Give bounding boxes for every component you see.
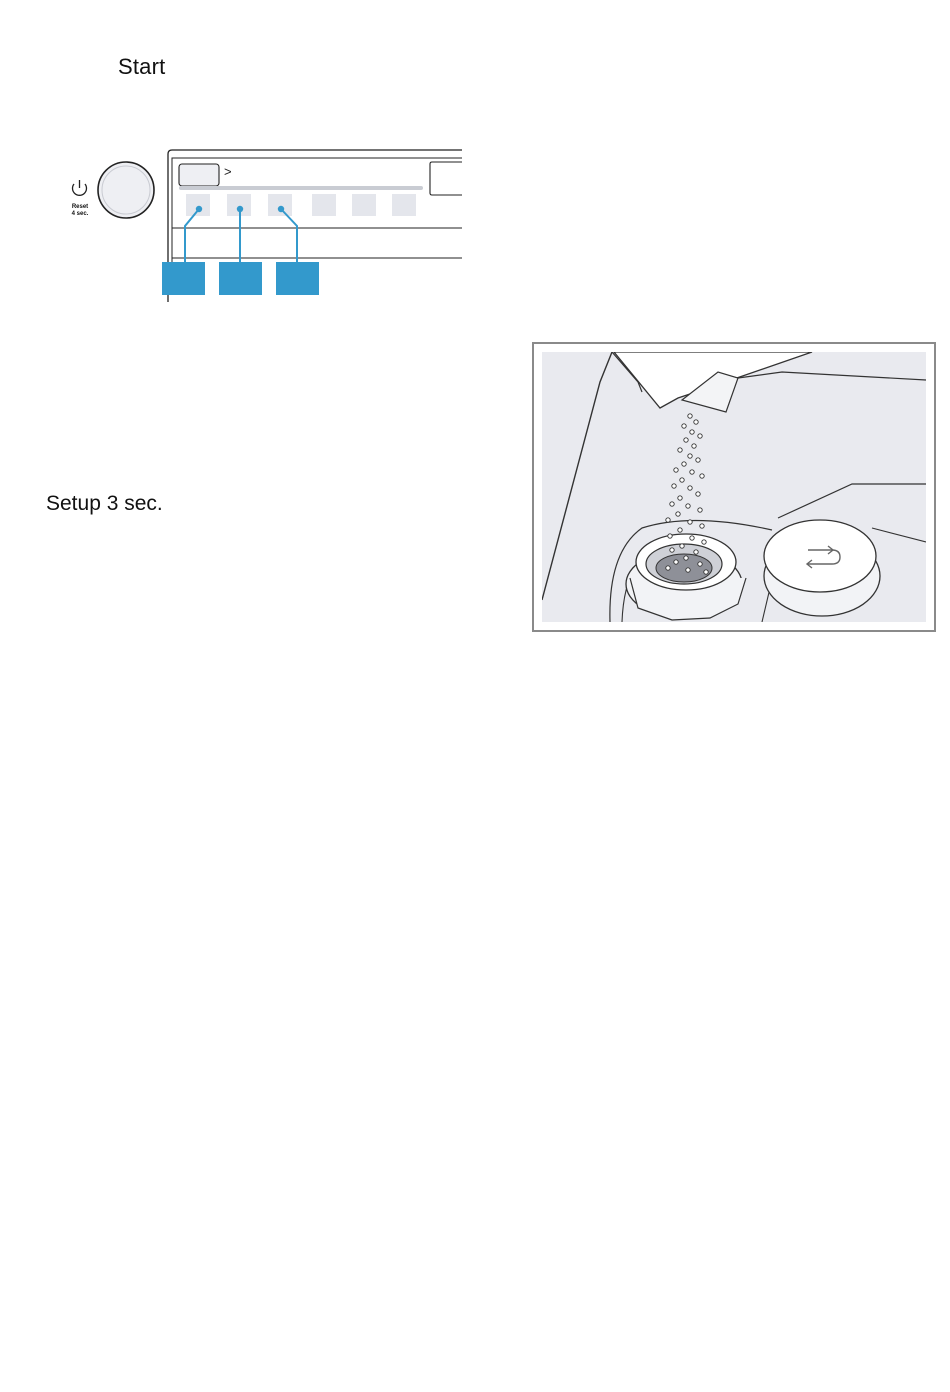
function-button-4 bbox=[312, 194, 336, 216]
function-button-3 bbox=[268, 194, 292, 216]
program-knob bbox=[98, 162, 154, 218]
function-button-5 bbox=[352, 194, 376, 216]
salt-reservoir bbox=[626, 534, 746, 620]
function-buttons bbox=[186, 194, 416, 216]
reset-label-line1: Reset bbox=[71, 204, 89, 210]
progress-bar bbox=[179, 186, 423, 190]
power-icon bbox=[73, 180, 87, 195]
control-panel-drawing bbox=[52, 146, 462, 302]
arrow-glyph: > bbox=[224, 164, 232, 179]
callout-box-1 bbox=[162, 262, 205, 295]
display-box bbox=[179, 164, 219, 186]
reset-label-line2: 4 sec. bbox=[71, 211, 89, 217]
setup-label: Setup 3 sec. bbox=[46, 492, 163, 515]
start-label: Start bbox=[118, 54, 166, 79]
callout-leaders bbox=[185, 209, 297, 262]
callout-box-2 bbox=[219, 262, 262, 295]
right-display-edge bbox=[430, 162, 462, 195]
callout-box-3 bbox=[276, 262, 319, 295]
salt-refill-illustration bbox=[532, 342, 936, 632]
reset-label bbox=[66, 204, 94, 218]
salt-refill-drawing bbox=[542, 352, 926, 622]
reservoir-lid bbox=[764, 520, 880, 616]
function-button-6 bbox=[392, 194, 416, 216]
control-panel-figure bbox=[52, 146, 462, 302]
function-button-1 bbox=[186, 194, 210, 216]
